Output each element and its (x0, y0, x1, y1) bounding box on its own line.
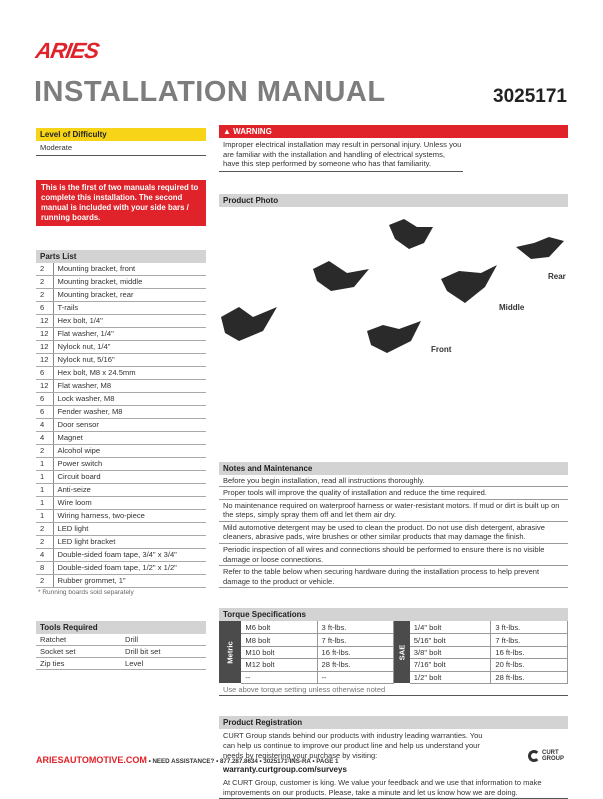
part-name: Wire loom (53, 496, 206, 509)
tool-name: Level (121, 658, 206, 670)
part-qty: 12 (36, 379, 53, 392)
part-name: LED light bracket (53, 535, 206, 548)
part-qty: 4 (36, 431, 53, 444)
torque-header: Torque Specifications (219, 608, 568, 621)
metric-bolt: M12 bolt (241, 659, 317, 671)
label-rear: Rear (548, 271, 566, 281)
part-qty: 8 (36, 561, 53, 574)
tool-name: Zip ties (36, 658, 121, 670)
part-qty: 12 (36, 340, 53, 353)
part-name: Hex bolt, 1/4" (53, 314, 206, 327)
parts-row (36, 405, 206, 418)
part-name: T-rails (53, 301, 206, 314)
difficulty-value: Moderate (36, 141, 206, 156)
registration-header: Product Registration (219, 716, 568, 729)
part-qty: 6 (36, 301, 53, 314)
metric-torque: 7 ft-lbs. (317, 634, 394, 646)
part-qty: 6 (36, 405, 53, 418)
parts-row (36, 431, 206, 444)
sae-label (394, 621, 410, 683)
part-name: Magnet (53, 431, 206, 444)
footer-help: NEED ASSISTANCE? (152, 758, 215, 765)
sae-torque: 20 ft-lbs. (491, 659, 568, 671)
product-photo (219, 207, 568, 377)
note-item: Proper tools will improve the quality of installation and reduce the time required. (219, 487, 568, 500)
part-name: Anti-seize (53, 483, 206, 496)
part-name: Flat washer, M8 (53, 379, 206, 392)
part-name: Mounting bracket, front (53, 263, 206, 276)
parts-row (36, 418, 206, 431)
part-name: Flat washer, 1/4" (53, 327, 206, 340)
bracket-rear-1 (389, 219, 433, 249)
parts-row (36, 548, 206, 561)
part-qty: 2 (36, 574, 53, 587)
label-middle: Middle (499, 302, 525, 312)
registration-text-2: At CURT Group, customer is king. We value your feedback and we use that information to make improvements on our products. Please, take a minute and let us know how we are doing. (219, 777, 568, 799)
part-qty: 2 (36, 275, 53, 288)
part-name: Mounting bracket, rear (53, 288, 206, 301)
part-name: Lock washer, M8 (53, 392, 206, 405)
part-qty: 12 (36, 314, 53, 327)
parts-row (36, 301, 206, 314)
part-name: Nylock nut, 1/4" (53, 340, 206, 353)
sae-bolt: 1/2" bolt (410, 671, 491, 683)
tools-row (36, 634, 206, 646)
parts-row (36, 353, 206, 366)
sae-bolt: 5/16" bolt (410, 634, 491, 646)
curt-logo-text: CURT GROUP (542, 750, 565, 762)
part-name: Rubber grommet, 1" (53, 574, 206, 587)
part-name: Door sensor (53, 418, 206, 431)
left-column (36, 128, 206, 670)
bracket-middle-1 (313, 261, 369, 291)
bracket-front-1 (221, 307, 277, 341)
right-column (219, 125, 568, 799)
product-photo-header: Product Photo (219, 194, 568, 207)
part-qty: 2 (36, 444, 53, 457)
part-qty: 2 (36, 288, 53, 301)
part-qty: 4 (36, 548, 53, 561)
metric-bolt: M8 bolt (241, 634, 317, 646)
metric-torque: -- (317, 671, 394, 683)
footer-phone: 877.287.8634 (219, 758, 258, 765)
part-name: Power switch (53, 457, 206, 470)
parts-row (36, 444, 206, 457)
footer-doc: 3025171-INS-RA (263, 758, 311, 765)
tools-header: Tools Required (36, 621, 206, 634)
parts-row (36, 561, 206, 574)
footer-site-link[interactable]: ARIESAUTOMOTIVE.COM (36, 755, 147, 765)
sae-bolt: 7/16" bolt (410, 659, 491, 671)
torque-row (219, 659, 568, 671)
parts-footnote: * Running boards sold separately (38, 588, 134, 596)
torque-note: Use above torque setting unless otherwise noted (219, 684, 568, 697)
warning-label: WARNING (233, 127, 272, 136)
part-qty: 12 (36, 353, 53, 366)
warning-text: Improper electrical installation may result in personal injury. Unless you are familiar with the installation and handling of electrical systems, have this step performed by someone who has that familiarity. (219, 138, 463, 172)
parts-list-header: Parts List (36, 250, 206, 263)
metric-torque: 3 ft-lbs. (317, 621, 394, 633)
note-item: Periodic inspection of all wires and connections should be performed to ensure there is no visible damage or loose connections. (219, 544, 568, 566)
warning-header (219, 125, 568, 138)
part-name: Double-sided foam tape, 1/2" x 1/2" (53, 561, 206, 574)
metric-bolt: M10 bolt (241, 646, 317, 658)
part-name: Circuit board (53, 470, 206, 483)
parts-row (36, 327, 206, 340)
note-item: Before you begin installation, read all instructions thoroughly. (219, 475, 568, 488)
torque-row (219, 634, 568, 646)
note-item: Mild automotive detergent may be used to clean the product. Do not use dish detergent, abrasive cleaners, abrasive pads, wire brushes or other similar products that may damage the finish. (219, 522, 568, 544)
parts-row (36, 535, 206, 548)
registration-text: CURT Group stands behind our products with industry leading warranties. You can help us continue to improve our product line and help us understand your needs by registering your purchase by visiting: (223, 731, 483, 760)
parts-row (36, 288, 206, 301)
metric-bolt: -- (241, 671, 317, 683)
curt-group-logo (528, 750, 564, 762)
torque-row (219, 621, 568, 633)
tool-name: Socket set (36, 646, 121, 658)
parts-table (36, 263, 206, 588)
sae-label-text: SAE (397, 644, 407, 661)
notes-header: Notes and Maintenance (219, 462, 568, 475)
part-qty: 6 (36, 366, 53, 379)
sae-torque: 7 ft-lbs. (491, 634, 568, 646)
parts-row (36, 457, 206, 470)
parts-row (36, 340, 206, 353)
part-qty: 1 (36, 457, 53, 470)
page-title: INSTALLATION MANUAL (34, 76, 386, 108)
torque-table (219, 621, 568, 683)
part-qty: 1 (36, 509, 53, 522)
metric-label-text: Metric (225, 641, 235, 664)
part-name: Double-sided foam tape, 3/4" x 3/4" (53, 548, 206, 561)
bracket-middle-2 (441, 265, 497, 303)
note-item: No maintenance required on waterproof harness or water-resistant motors. If mud or dirt is built up on the steps, simply spray them off and let them air dry. (219, 500, 568, 522)
parts-row (36, 574, 206, 587)
tools-row (36, 646, 206, 658)
tools-table (36, 634, 206, 671)
part-name: LED light (53, 522, 206, 535)
tool-name: Drill (121, 634, 206, 646)
sae-bolt: 1/4" bolt (410, 621, 491, 633)
bracket-rear-2 (516, 237, 564, 259)
part-qty: 6 (36, 392, 53, 405)
sae-torque: 16 ft-lbs. (491, 646, 568, 658)
part-qty: 2 (36, 535, 53, 548)
part-qty: 4 (36, 418, 53, 431)
bracket-images (219, 207, 568, 377)
part-qty: 1 (36, 470, 53, 483)
parts-row (36, 263, 206, 276)
part-number: 3025171 (493, 86, 567, 107)
parts-row (36, 470, 206, 483)
parts-row (36, 366, 206, 379)
parts-row (36, 314, 206, 327)
metric-bolt: M6 bolt (241, 621, 317, 633)
parts-row (36, 392, 206, 405)
tool-name: Drill bit set (121, 646, 206, 658)
bracket-front-2 (367, 321, 421, 353)
parts-row (36, 509, 206, 522)
part-qty: 2 (36, 263, 53, 276)
part-name: Wiring harness, two-piece (53, 509, 206, 522)
part-qty: 12 (36, 327, 53, 340)
footer-page: PAGE 1 (316, 758, 339, 765)
part-qty: 1 (36, 496, 53, 509)
metric-torque: 28 ft-lbs. (317, 659, 394, 671)
sae-torque: 28 ft-lbs. (491, 671, 568, 683)
tools-row (36, 658, 206, 670)
part-name: Fender washer, M8 (53, 405, 206, 418)
part-name: Nylock nut, 5/16" (53, 353, 206, 366)
part-name: Hex bolt, M8 x 24.5mm (53, 366, 206, 379)
torque-row (219, 671, 568, 683)
metric-torque: 16 ft-lbs. (317, 646, 394, 658)
parts-row (36, 483, 206, 496)
footer: ARIESAUTOMOTIVE.COM • NEED ASSISTANCE? • 877.287.8634 • 3025171-INS-RA • PAGE 1 (36, 755, 339, 765)
parts-row (36, 496, 206, 509)
label-front: Front (431, 344, 452, 354)
metric-label (219, 621, 241, 683)
sae-bolt: 3/8" bolt (410, 646, 491, 658)
sae-torque: 3 ft-lbs. (491, 621, 568, 633)
tool-name: Ratchet (36, 634, 121, 646)
notes-list (219, 475, 568, 589)
registration-url[interactable]: warranty.curtgroup.com/surveys (223, 765, 347, 775)
note-item: Refer to the table below when securing hardware during the installation process to help prevent damage to the product or vehicle. (219, 566, 568, 588)
notice-box: This is the first of two manuals required to complete this installation. The second manual is included with your side bars / running boards. (36, 180, 206, 226)
part-qty: 2 (36, 522, 53, 535)
parts-row (36, 522, 206, 535)
aries-logo: ARIES (33, 38, 101, 63)
parts-row (36, 275, 206, 288)
warning-icon: ▲ (223, 127, 234, 136)
curt-logo-icon (528, 750, 540, 762)
difficulty-header: Level of Difficulty (36, 128, 206, 141)
parts-row (36, 379, 206, 392)
part-qty: 1 (36, 483, 53, 496)
part-name: Mounting bracket, middle (53, 275, 206, 288)
part-name: Alcohol wipe (53, 444, 206, 457)
